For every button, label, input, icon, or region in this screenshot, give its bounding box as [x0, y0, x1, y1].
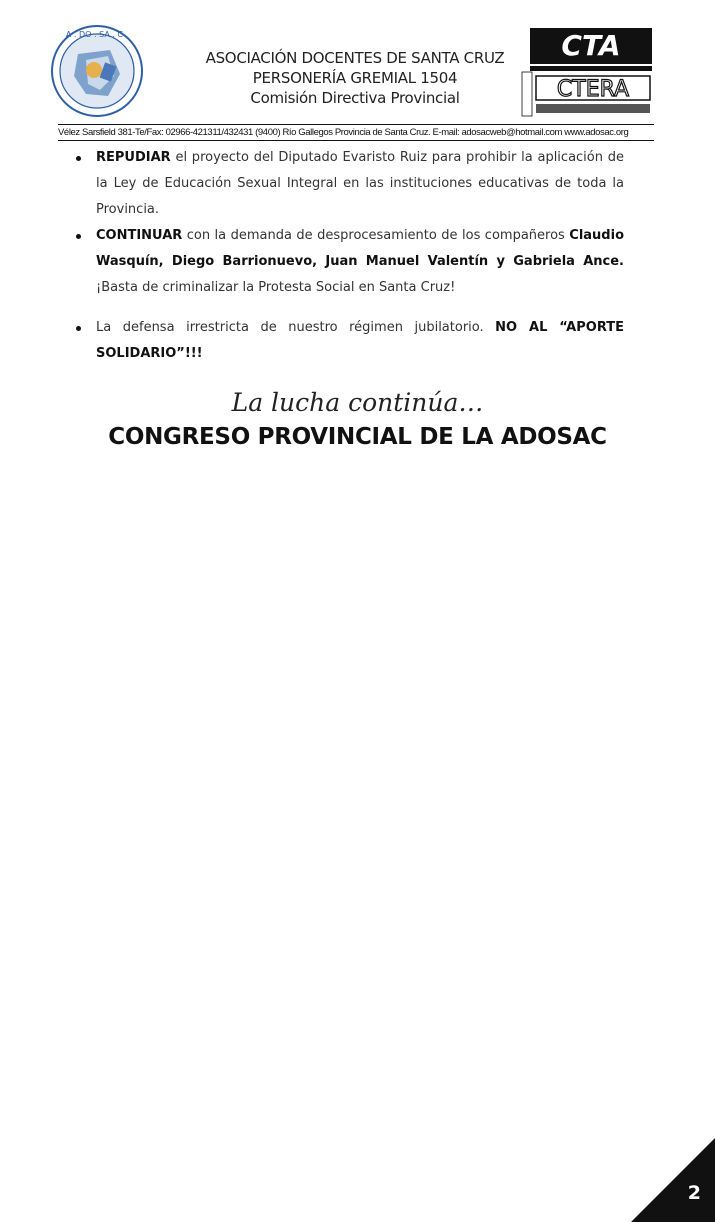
- federation-logos: [520, 26, 655, 118]
- union-registration: PERSONERÍA GREMIAL 1504: [252, 69, 458, 87]
- item-text: con la demanda de desprocesamiento de los compañeros: [182, 228, 570, 243]
- list-item: [72, 315, 624, 367]
- item-text: ¡Basta de criminalizar la Protesta Social en Santa Cruz!: [96, 280, 456, 295]
- item-names: Claudio Wasquín, Diego Barrionuevo, Juan Manuel Valentín y Gabriela Ance.: [96, 228, 624, 269]
- svg-text:CTERA: CTERA: [556, 77, 630, 102]
- page-corner-icon: [631, 1138, 715, 1222]
- item-keyword: REPUDIAR: [96, 150, 171, 165]
- item-keyword: CONTINUAR: [96, 228, 183, 243]
- svg-text:CTA: CTA: [561, 29, 621, 62]
- board-name: Comisión Directiva Provincial: [250, 89, 460, 107]
- association-name: ASOCIACIÓN DOCENTES DE SANTA CRUZ: [205, 49, 505, 67]
- contact-line: Vélez Sarsfield 381-Te/Fax: 02966-421311/432431 (9400) Río Gallegos Provincia de Santa Cruz. E-mail: adosacweb@hotmail.com www.adosac.org: [58, 124, 654, 141]
- association-header: [180, 48, 530, 108]
- cta-ctera-logo-icon: [520, 26, 655, 118]
- slogan: La lucha continúa…: [231, 388, 484, 417]
- demands-list: [72, 145, 624, 367]
- svg-text:A . DO . SA . C .: A . DO . SA . C .: [65, 30, 129, 39]
- adosac-seal-icon: [50, 24, 144, 118]
- item-keyword: NO AL “APORTE SOLIDARIO”!!!: [96, 320, 624, 361]
- item-text: el proyecto del Diputado Evaristo Ruiz para prohibir la aplicación de la Ley de Educación Sexual Integral en las instituciones educativas de toda la Provincia.: [96, 150, 624, 217]
- list-item: [72, 145, 624, 223]
- congress-title: CONGRESO PROVINCIAL DE LA ADOSAC: [108, 424, 607, 450]
- list-item: [72, 223, 624, 301]
- page-number: 2: [687, 1182, 701, 1204]
- item-text: La defensa irrestricta de nuestro régimen jubilatorio.: [96, 320, 496, 335]
- adosac-logo: [50, 24, 144, 118]
